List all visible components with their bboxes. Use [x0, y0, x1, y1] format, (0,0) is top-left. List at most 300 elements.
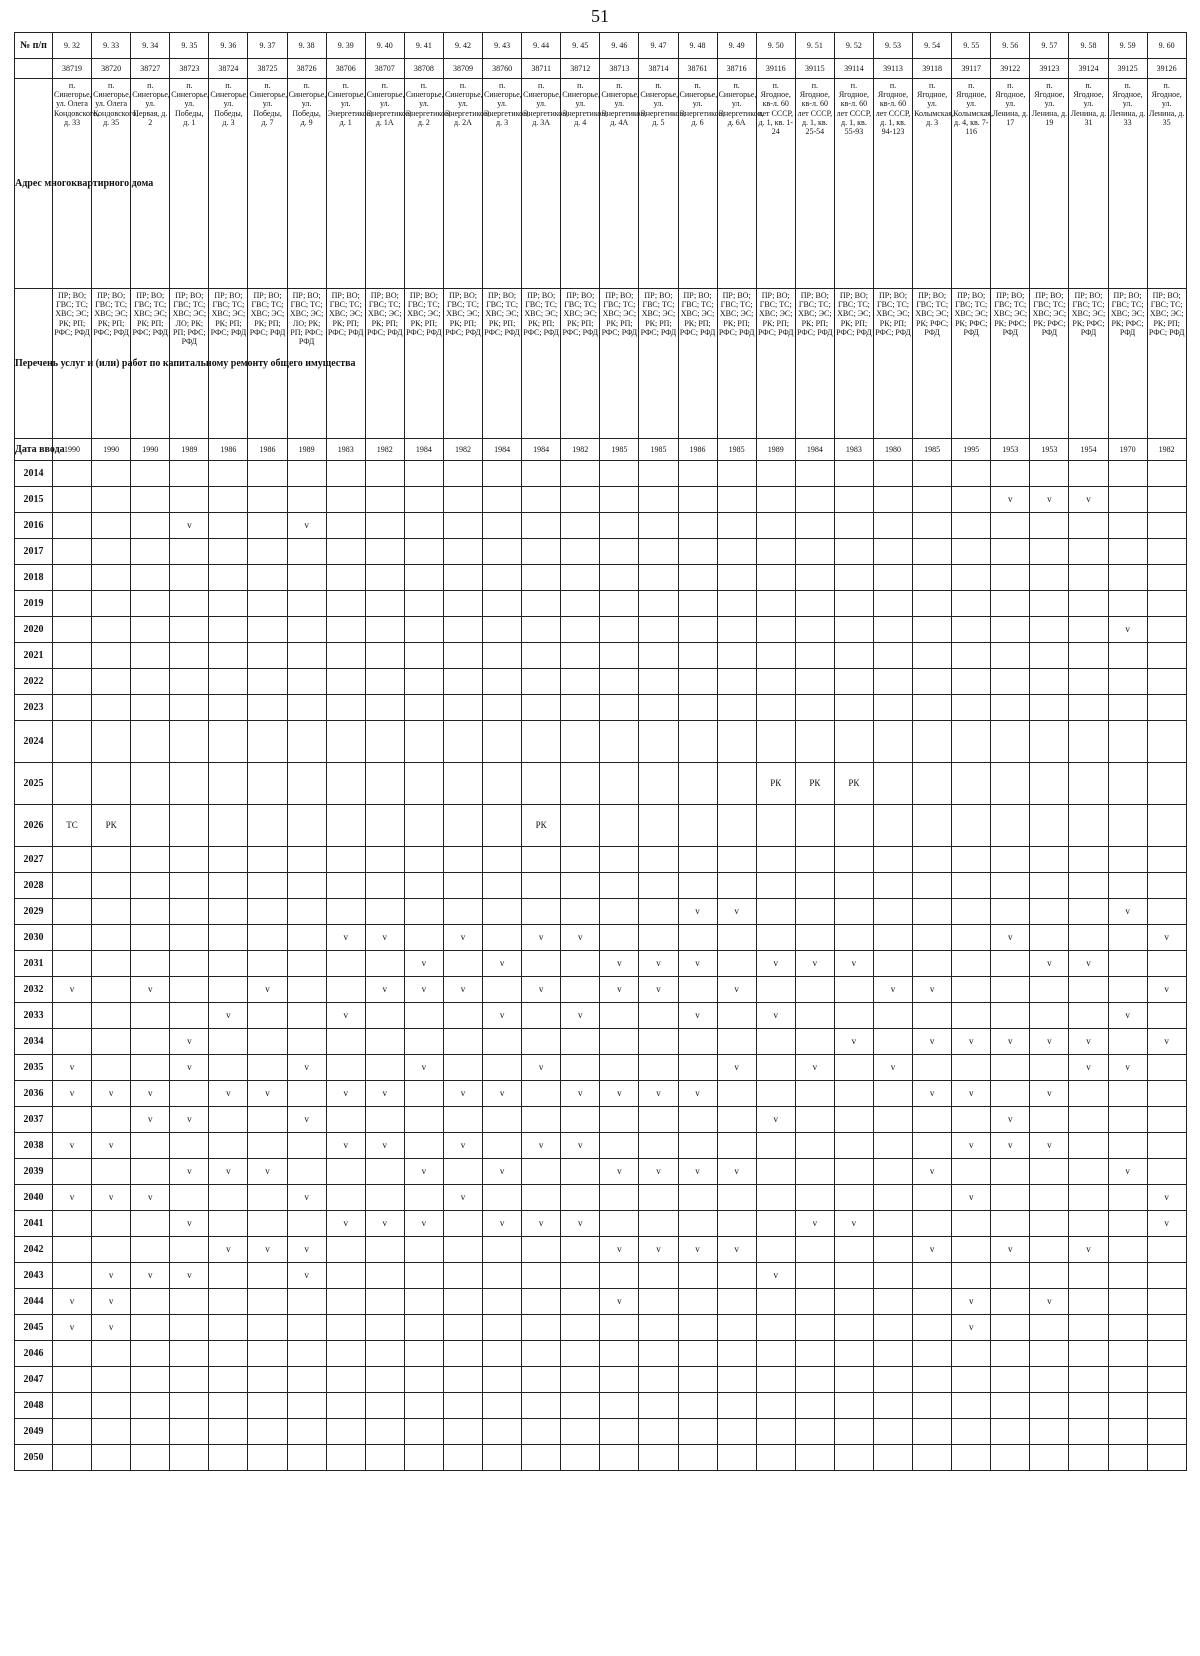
- schedule-cell: [131, 669, 170, 695]
- schedule-cell: [326, 1341, 365, 1367]
- schedule-cell: [365, 721, 404, 763]
- date-cell: 1990: [131, 439, 170, 461]
- schedule-cell: [483, 1107, 522, 1133]
- schedule-cell: v: [404, 1211, 443, 1237]
- schedule-cell: v: [287, 1107, 326, 1133]
- schedule-cell: [92, 1211, 131, 1237]
- schedule-cell: [53, 513, 92, 539]
- address-cell: п. Синегорье, ул. Олега Кондовского, д. 33: [53, 79, 92, 289]
- schedule-cell: [952, 1055, 991, 1081]
- schedule-cell: [170, 695, 209, 721]
- schedule-cell: [522, 461, 561, 487]
- schedule-cell: [209, 591, 248, 617]
- schedule-cell: [170, 847, 209, 873]
- schedule-cell: [952, 1211, 991, 1237]
- schedule-cell: [92, 513, 131, 539]
- schedule-cell: [326, 899, 365, 925]
- schedule-cell: [991, 643, 1030, 669]
- works-cell: ПР; ВО; ГВС; ТС; ХВС; ЭС; РК; РФС; РФД: [991, 289, 1030, 439]
- schedule-cell: v: [170, 1263, 209, 1289]
- schedule-cell: v: [92, 1081, 131, 1107]
- schedule-cell: [365, 1159, 404, 1185]
- schedule-cell: [209, 695, 248, 721]
- schedule-cell: [639, 1133, 678, 1159]
- schedule-cell: [53, 899, 92, 925]
- schedule-cell: [522, 487, 561, 513]
- schedule-cell: [209, 1367, 248, 1393]
- schedule-cell: [287, 1315, 326, 1341]
- schedule-cell: [522, 951, 561, 977]
- schedule-cell: v: [248, 1159, 287, 1185]
- schedule-cell: [834, 1315, 873, 1341]
- schedule-cell: [952, 977, 991, 1003]
- schedule-cell: [678, 643, 717, 669]
- schedule-cell: [991, 1003, 1030, 1029]
- schedule-cell: [756, 721, 795, 763]
- schedule-cell: [600, 565, 639, 591]
- schedule-cell: [600, 763, 639, 805]
- address-cell: п. Ягодное, ул. Ленина, д. 17: [991, 79, 1030, 289]
- schedule-cell: РК: [795, 763, 834, 805]
- schedule-cell: [756, 1289, 795, 1315]
- schedule-cell: [365, 565, 404, 591]
- schedule-cell: v: [326, 925, 365, 951]
- date-cell: 1953: [991, 439, 1030, 461]
- year-header: 2036: [15, 1081, 53, 1107]
- year-header: 2023: [15, 695, 53, 721]
- schedule-cell: [248, 1133, 287, 1159]
- schedule-cell: [756, 487, 795, 513]
- schedule-cell: v: [248, 1237, 287, 1263]
- schedule-cell: [443, 643, 482, 669]
- schedule-cell: [1147, 763, 1186, 805]
- no-cell: 9. 42: [443, 33, 482, 59]
- schedule-cell: [1069, 617, 1108, 643]
- schedule-cell: [287, 977, 326, 1003]
- no-cell: 9. 46: [600, 33, 639, 59]
- schedule-cell: [834, 669, 873, 695]
- schedule-cell: [1108, 721, 1147, 763]
- schedule-cell: [991, 1315, 1030, 1341]
- id-cell: 39116: [756, 59, 795, 79]
- schedule-cell: [913, 1107, 952, 1133]
- schedule-cell: [639, 1341, 678, 1367]
- schedule-cell: [53, 1107, 92, 1133]
- schedule-cell: v: [952, 1081, 991, 1107]
- schedule-cell: v: [483, 1081, 522, 1107]
- schedule-cell: [873, 1159, 912, 1185]
- schedule-cell: v: [170, 1211, 209, 1237]
- schedule-cell: [678, 513, 717, 539]
- schedule-cell: v: [1030, 1133, 1069, 1159]
- works-cell: ПР; ВО; ГВС; ТС; ХВС; ЭС; РК; РП; РФС; РФД: [326, 289, 365, 439]
- schedule-cell: [1069, 643, 1108, 669]
- schedule-cell: [561, 1419, 600, 1445]
- schedule-cell: [131, 487, 170, 513]
- schedule-cell: [1069, 805, 1108, 847]
- date-cell: 1985: [913, 439, 952, 461]
- schedule-cell: [952, 617, 991, 643]
- schedule-cell: [834, 805, 873, 847]
- schedule-cell: [1108, 1367, 1147, 1393]
- no-cell: 9. 41: [404, 33, 443, 59]
- date-cell: 1982: [561, 439, 600, 461]
- schedule-cell: [913, 695, 952, 721]
- schedule-cell: [913, 1341, 952, 1367]
- schedule-cell: [600, 487, 639, 513]
- header-address: Адрес многоквартирного дома: [15, 79, 53, 289]
- schedule-cell: [92, 721, 131, 763]
- schedule-cell: [561, 1029, 600, 1055]
- year-header: 2048: [15, 1393, 53, 1419]
- schedule-cell: [92, 1419, 131, 1445]
- schedule-cell: [1069, 1341, 1108, 1367]
- schedule-cell: [365, 1367, 404, 1393]
- year-row-2044: [15, 1289, 1187, 1315]
- date-cell: 1989: [170, 439, 209, 461]
- schedule-cell: [287, 565, 326, 591]
- schedule-cell: v: [600, 1081, 639, 1107]
- header-id: [15, 59, 53, 79]
- schedule-cell: [913, 1393, 952, 1419]
- no-cell: 9. 32: [53, 33, 92, 59]
- schedule-cell: [1108, 1419, 1147, 1445]
- schedule-cell: [834, 617, 873, 643]
- schedule-cell: [1069, 461, 1108, 487]
- schedule-cell: v: [678, 1081, 717, 1107]
- schedule-cell: [483, 1367, 522, 1393]
- schedule-cell: [561, 1393, 600, 1419]
- schedule-cell: [600, 513, 639, 539]
- schedule-cell: [834, 1289, 873, 1315]
- schedule-cell: [913, 805, 952, 847]
- schedule-cell: [1030, 847, 1069, 873]
- schedule-cell: [1030, 1237, 1069, 1263]
- schedule-cell: [53, 669, 92, 695]
- schedule-cell: [248, 1289, 287, 1315]
- schedule-cell: [131, 763, 170, 805]
- schedule-cell: [561, 1263, 600, 1289]
- year-row-2049: [15, 1419, 1187, 1445]
- capital-repair-schedule-table: [14, 32, 1187, 1471]
- works-cell: ПР; ВО; ГВС; ТС; ХВС; ЭС; РК; РП; РФС; РФД: [600, 289, 639, 439]
- schedule-cell: [1108, 847, 1147, 873]
- schedule-cell: [365, 1263, 404, 1289]
- schedule-cell: [170, 925, 209, 951]
- schedule-cell: v: [326, 1133, 365, 1159]
- schedule-cell: [639, 669, 678, 695]
- year-header: 2024: [15, 721, 53, 763]
- schedule-cell: [1147, 591, 1186, 617]
- schedule-cell: [287, 643, 326, 669]
- schedule-cell: [326, 1367, 365, 1393]
- schedule-cell: v: [717, 1237, 756, 1263]
- year-header: 2017: [15, 539, 53, 565]
- schedule-cell: [952, 1107, 991, 1133]
- id-cell: 39122: [991, 59, 1030, 79]
- schedule-cell: [92, 1393, 131, 1419]
- schedule-cell: [873, 899, 912, 925]
- schedule-cell: [365, 951, 404, 977]
- schedule-cell: [92, 1159, 131, 1185]
- schedule-cell: [795, 1185, 834, 1211]
- schedule-cell: [483, 925, 522, 951]
- schedule-cell: [913, 461, 952, 487]
- schedule-cell: [1069, 1315, 1108, 1341]
- schedule-cell: [717, 1315, 756, 1341]
- schedule-cell: ТС: [53, 805, 92, 847]
- schedule-cell: [1147, 1237, 1186, 1263]
- schedule-cell: [131, 643, 170, 669]
- year-header: 2045: [15, 1315, 53, 1341]
- schedule-cell: [991, 1185, 1030, 1211]
- schedule-cell: [326, 763, 365, 805]
- schedule-cell: [1147, 847, 1186, 873]
- schedule-cell: [561, 513, 600, 539]
- schedule-cell: v: [53, 1185, 92, 1211]
- id-cell: 39126: [1147, 59, 1186, 79]
- schedule-cell: [561, 539, 600, 565]
- date-cell: 1995: [952, 439, 991, 461]
- schedule-cell: [756, 1367, 795, 1393]
- schedule-cell: [53, 643, 92, 669]
- schedule-cell: [991, 721, 1030, 763]
- schedule-cell: [1030, 695, 1069, 721]
- schedule-cell: v: [522, 1055, 561, 1081]
- schedule-cell: [248, 763, 287, 805]
- schedule-cell: [717, 805, 756, 847]
- schedule-cell: [209, 539, 248, 565]
- schedule-cell: [795, 1133, 834, 1159]
- schedule-cell: [131, 591, 170, 617]
- schedule-cell: [404, 1263, 443, 1289]
- schedule-cell: [443, 591, 482, 617]
- schedule-cell: [404, 1315, 443, 1341]
- schedule-cell: [326, 951, 365, 977]
- schedule-cell: [404, 847, 443, 873]
- schedule-cell: [131, 847, 170, 873]
- schedule-cell: [678, 695, 717, 721]
- schedule-cell: [873, 847, 912, 873]
- works-cell: ПР; ВО; ГВС; ТС; ХВС; ЭС; РК; РП; РФС; РФД: [795, 289, 834, 439]
- year-row-2025: [15, 763, 1187, 805]
- schedule-cell: [834, 1341, 873, 1367]
- schedule-cell: v: [209, 1003, 248, 1029]
- schedule-cell: [873, 1003, 912, 1029]
- id-cell: 39113: [873, 59, 912, 79]
- schedule-cell: [600, 1003, 639, 1029]
- schedule-cell: [991, 669, 1030, 695]
- schedule-cell: [873, 1419, 912, 1445]
- schedule-cell: [1030, 1367, 1069, 1393]
- id-cell: 39115: [795, 59, 834, 79]
- schedule-cell: [756, 1185, 795, 1211]
- schedule-cell: [1108, 873, 1147, 899]
- schedule-cell: [1108, 1263, 1147, 1289]
- address-cell: п. Синегорье, ул. Энергетиков, д. 5: [639, 79, 678, 289]
- schedule-cell: [756, 695, 795, 721]
- schedule-cell: [1108, 1029, 1147, 1055]
- schedule-cell: [561, 1341, 600, 1367]
- schedule-cell: [522, 1289, 561, 1315]
- schedule-cell: [326, 1029, 365, 1055]
- year-row-2023: [15, 695, 1187, 721]
- schedule-cell: [131, 695, 170, 721]
- schedule-cell: [443, 721, 482, 763]
- schedule-cell: [248, 1263, 287, 1289]
- schedule-cell: [678, 805, 717, 847]
- schedule-cell: v: [639, 977, 678, 1003]
- schedule-cell: [717, 461, 756, 487]
- schedule-cell: [209, 1393, 248, 1419]
- schedule-cell: [326, 1055, 365, 1081]
- schedule-cell: v: [131, 1263, 170, 1289]
- schedule-cell: [1030, 1263, 1069, 1289]
- schedule-cell: [913, 1185, 952, 1211]
- schedule-cell: v: [991, 1237, 1030, 1263]
- schedule-cell: v: [1108, 1003, 1147, 1029]
- schedule-cell: [1069, 1081, 1108, 1107]
- schedule-cell: [443, 1393, 482, 1419]
- schedule-cell: v: [561, 1133, 600, 1159]
- schedule-cell: [756, 1315, 795, 1341]
- schedule-cell: [522, 617, 561, 643]
- year-header: 2047: [15, 1367, 53, 1393]
- schedule-cell: [209, 1055, 248, 1081]
- schedule-cell: [170, 591, 209, 617]
- address-cell: п. Синегорье, ул. Энергетиков, д. 3А: [522, 79, 561, 289]
- schedule-cell: [795, 669, 834, 695]
- schedule-cell: [717, 1185, 756, 1211]
- schedule-cell: [756, 461, 795, 487]
- schedule-cell: [287, 617, 326, 643]
- schedule-cell: v: [443, 1185, 482, 1211]
- schedule-cell: [326, 487, 365, 513]
- schedule-cell: v: [404, 1159, 443, 1185]
- id-cell: 38761: [678, 59, 717, 79]
- schedule-cell: [1147, 1055, 1186, 1081]
- schedule-cell: [561, 721, 600, 763]
- schedule-cell: v: [1147, 1211, 1186, 1237]
- schedule-cell: v: [92, 1185, 131, 1211]
- schedule-cell: [1069, 977, 1108, 1003]
- schedule-cell: [1147, 951, 1186, 977]
- schedule-cell: v: [834, 951, 873, 977]
- year-header: 2038: [15, 1133, 53, 1159]
- schedule-cell: [131, 1315, 170, 1341]
- schedule-cell: [1069, 1367, 1108, 1393]
- id-cell: 39118: [913, 59, 952, 79]
- date-cell: 1990: [53, 439, 92, 461]
- schedule-cell: v: [756, 1107, 795, 1133]
- date-cell: 1984: [522, 439, 561, 461]
- no-cell: 9. 55: [952, 33, 991, 59]
- schedule-cell: v: [53, 977, 92, 1003]
- schedule-cell: [483, 1419, 522, 1445]
- schedule-cell: [1147, 643, 1186, 669]
- schedule-cell: [834, 1393, 873, 1419]
- schedule-cell: [991, 763, 1030, 805]
- schedule-cell: [1147, 1003, 1186, 1029]
- schedule-cell: [756, 977, 795, 1003]
- schedule-cell: [326, 1159, 365, 1185]
- year-header: 2021: [15, 643, 53, 669]
- no-cell: 9. 44: [522, 33, 561, 59]
- schedule-cell: [170, 1237, 209, 1263]
- schedule-cell: [483, 1133, 522, 1159]
- schedule-cell: [873, 591, 912, 617]
- schedule-cell: [1030, 591, 1069, 617]
- schedule-cell: [756, 1393, 795, 1419]
- schedule-cell: [1108, 1315, 1147, 1341]
- schedule-cell: [92, 1029, 131, 1055]
- schedule-cell: [639, 1107, 678, 1133]
- schedule-cell: [248, 1341, 287, 1367]
- schedule-cell: [131, 873, 170, 899]
- year-header: 2022: [15, 669, 53, 695]
- no-cell: 9. 47: [639, 33, 678, 59]
- schedule-cell: [795, 1081, 834, 1107]
- schedule-cell: [92, 1367, 131, 1393]
- schedule-cell: [873, 873, 912, 899]
- schedule-cell: [639, 513, 678, 539]
- schedule-cell: [795, 847, 834, 873]
- schedule-cell: [92, 763, 131, 805]
- schedule-cell: [873, 1367, 912, 1393]
- schedule-cell: [1030, 763, 1069, 805]
- address-cell: п. Ягодное, кв-л. 60 лет СССР, д. 1, кв. 94-123: [873, 79, 912, 289]
- schedule-cell: [209, 1107, 248, 1133]
- schedule-cell: [561, 1445, 600, 1471]
- address-cell: п. Синегорье, ул. Победы, д. 1: [170, 79, 209, 289]
- schedule-cell: [1147, 1159, 1186, 1185]
- schedule-cell: [561, 643, 600, 669]
- schedule-cell: [600, 1393, 639, 1419]
- year-header: 2019: [15, 591, 53, 617]
- schedule-cell: v: [170, 1055, 209, 1081]
- schedule-cell: [53, 721, 92, 763]
- schedule-cell: [913, 847, 952, 873]
- schedule-cell: [287, 721, 326, 763]
- schedule-cell: [1108, 951, 1147, 977]
- schedule-cell: [92, 461, 131, 487]
- schedule-cell: [131, 1211, 170, 1237]
- schedule-cell: [443, 847, 482, 873]
- schedule-cell: v: [209, 1237, 248, 1263]
- schedule-cell: v: [92, 1263, 131, 1289]
- works-cell: ПР; ВО; ГВС; ТС; ХВС; ЭС; РК; РП; РФС; РФД: [92, 289, 131, 439]
- id-cell: 38716: [717, 59, 756, 79]
- schedule-cell: [756, 1081, 795, 1107]
- schedule-cell: [53, 951, 92, 977]
- schedule-cell: [1108, 461, 1147, 487]
- schedule-cell: [795, 721, 834, 763]
- schedule-cell: [248, 1211, 287, 1237]
- schedule-cell: [639, 763, 678, 805]
- schedule-cell: [717, 1367, 756, 1393]
- schedule-cell: v: [365, 1081, 404, 1107]
- schedule-cell: [1147, 1445, 1186, 1471]
- schedule-cell: [131, 1003, 170, 1029]
- schedule-cell: [1030, 513, 1069, 539]
- schedule-cell: [209, 617, 248, 643]
- header-date: Дата ввода: [15, 439, 53, 461]
- schedule-cell: [522, 643, 561, 669]
- schedule-cell: [952, 461, 991, 487]
- schedule-cell: [834, 461, 873, 487]
- schedule-cell: [717, 1211, 756, 1237]
- schedule-cell: [756, 1211, 795, 1237]
